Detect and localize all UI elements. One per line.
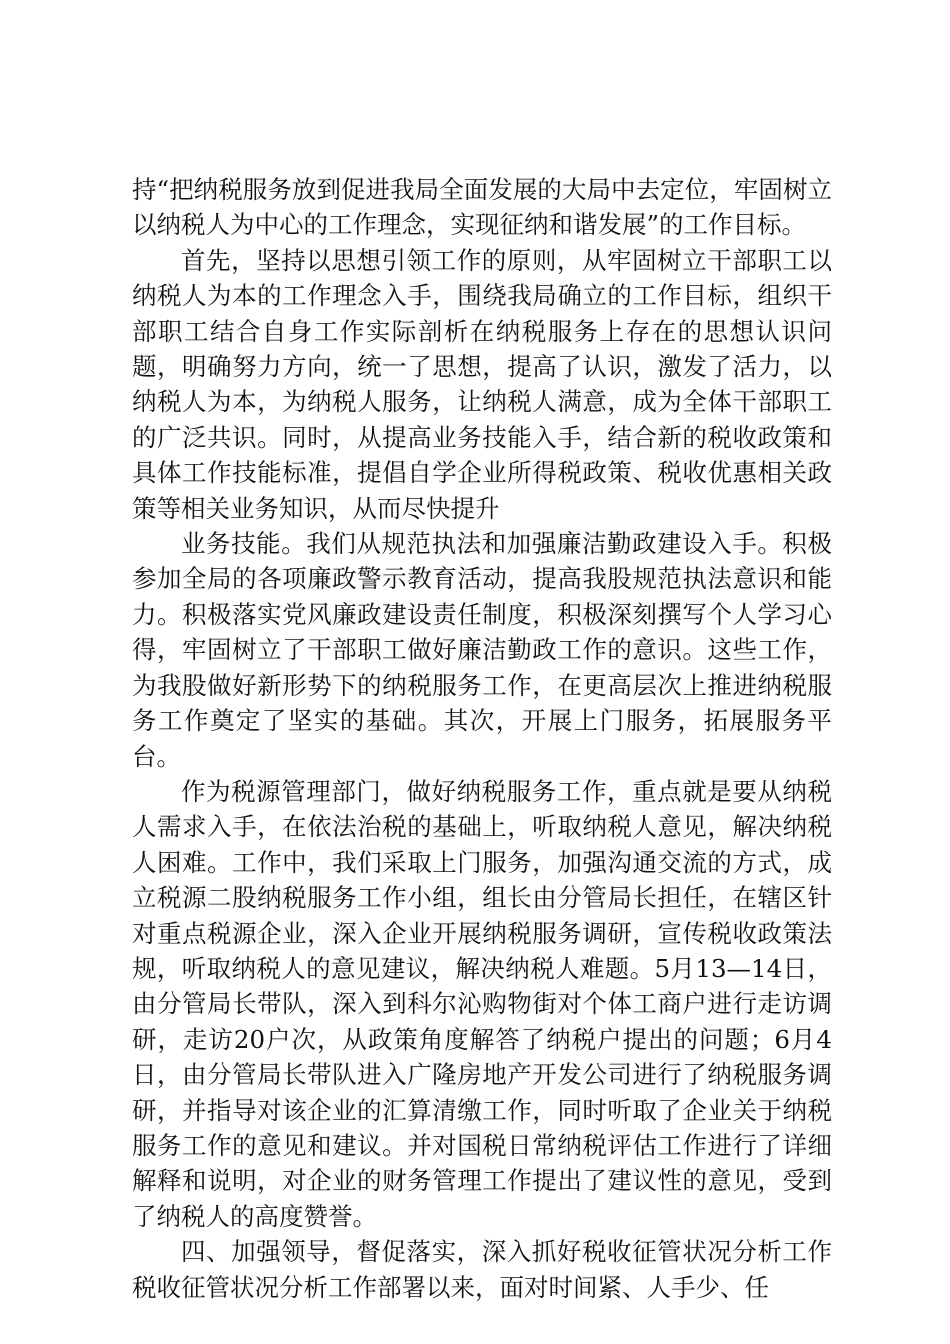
paragraph-2: 首先，坚持以思想引领工作的原则，从牢固树立干部职工以纳税人为本的工作理念入手，围绕我局确立的工作目标，组织干部职工结合自身工作实际剖析在纳税服务上存在的思想认识问题，明确努力方向，统一了思想，提高了认识，激发了活力，以纳税人为本，为纳税人服务，让纳税人满意，成为全体干部职工的广泛共识。同时，从提高业务技能入手，结合新的税收政策和具体工作技能标准，提倡自学企业所得税政策、税收优惠相关政策等相关业务知识，从而尽快提升 [132, 245, 832, 523]
paragraph-3: 业务技能。我们从规范执法和加强廉洁勤政建设入手。积极参加全局的各项廉政警示教育活动，提高我股规范执法意识和能力。积极落实党风廉政建设责任制度，积极深刻撰写个人学习心得，牢固树立了干部职工做好廉洁勤政工作的意识。这些工作，为我股做好新形势下的纳税服务工作，在更高层次上推进纳税服务工作奠定了坚实的基础。其次，开展上门服务，拓展服务平台。 [132, 529, 832, 771]
paragraph-1: 持“把纳税服务放到促进我局全面发展的大局中去定位，牢固树立以纳税人为中心的工作理念，实现征纳和谐发展”的工作目标。 [132, 175, 832, 240]
paragraph-5: 四、加强领导，督促落实，深入抓好税收征管状况分析工作税收征管状况分析工作部署以来，面对时间紧、人手少、任 [132, 1237, 832, 1302]
document-body [132, 172, 832, 1305]
paragraph-4: 作为税源管理部门，做好纳税服务工作，重点就是要从纳税人需求入手，在依法治税的基础上，听取纳税人意见，解决纳税人困难。工作中，我们采取上门服务，加强沟通交流的方式，成立税源二股纳税服务工作小组，组长由分管局长担任，在辖区针对重点税源企业，深入企业开展纳税服务调研，宣传税收政策法规，听取纳税人的意见建议，解决纳税人难题。5月13—14日，由分管局长带队，深入到科尔沁购物街对个体工商户进行走访调研，走访20户次，从政策角度解答了纳税户提出的问题；6月4日，由分管局长带队进入广隆房地产开发公司进行了纳税服务调研，并指导对该企业的汇算清缴工作，同时听取了企业关于纳税服务工作的意见和建议。并对国税日常纳税评估工作进行了详细解释和说明，对企业的财务管理工作提出了建议性的意见，受到了纳税人的高度赞誉。 [132, 776, 832, 1231]
